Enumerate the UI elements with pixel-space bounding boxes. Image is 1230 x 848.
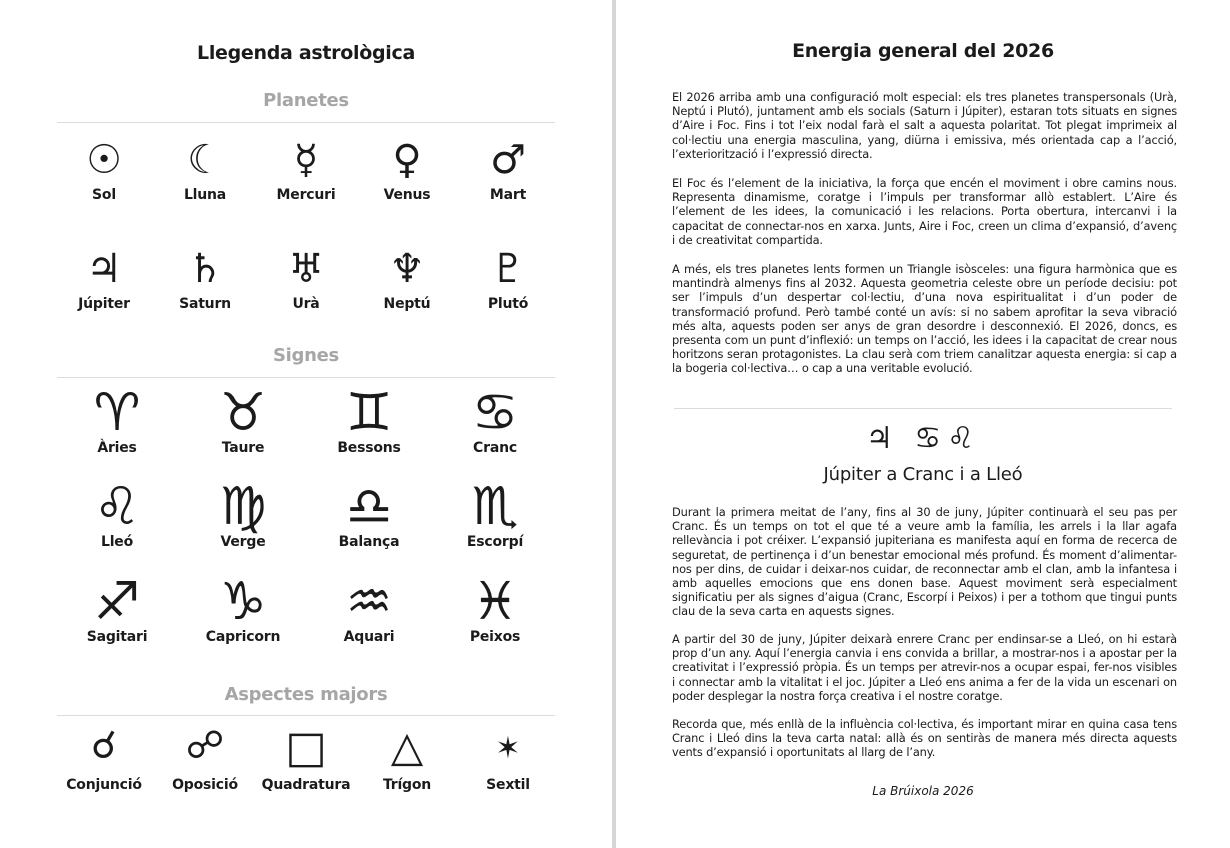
sagittarius-icon: ♐ — [93, 572, 141, 632]
jupiter-section-title: Júpiter a Cranc i a Lleó — [823, 464, 1023, 485]
planet-label: Urà — [292, 296, 320, 312]
sextile-icon: ✶ — [495, 731, 521, 766]
section-divider — [674, 408, 1172, 409]
planets-divider — [57, 122, 555, 123]
planet-label: Lluna — [183, 187, 227, 203]
sun-icon: ☉ — [86, 137, 122, 183]
sign-cancer — [435, 383, 555, 456]
sign-label: Taure — [221, 440, 265, 456]
jupiter-paragraph-2: A partir del 30 de juny, Júpiter deixarà enrere Cranc per endinsar-se a Lleó, on hi estarà prop d’un any. Aquí l’energia canvia i ens convida a brillar, a mostrar-nos i a apostar per la creativitat i l’expressió pròpia. És un temps per atrevir-nos a ocupar espai, fer-nos visibles i connectar amb la vitalitat i el joc. Júpiter a Lleó ens anima a fer de la vida un escenari on poder desplegar la nostra força creativa i el nostre coratge. — [672, 632, 1177, 703]
energy-paragraph-2: El Foc és l’element de la iniciativa, la força que encén el moviment i obre camins nous. Representa dinamisme, coratge i l’impuls per transformar allò establert. L’Aire és l’element de les idees, la comunicació i les relacions. Porta obertura, intercanvi i la capacitat de connectar-nos en xarxa. Junts, Aire i Foc, creen un clima d’expansió, d’avenç i de creativitat compartida. — [672, 176, 1177, 247]
sign-aquarius — [309, 572, 429, 645]
square-icon: □ — [285, 722, 327, 773]
planet-label: Saturn — [179, 296, 231, 312]
page-footer: La Brúixola 2026 — [872, 784, 974, 798]
sign-label: Àries — [97, 440, 137, 456]
planet-mars — [448, 137, 568, 203]
trine-icon: △ — [390, 722, 424, 771]
sign-label: Cranc — [473, 440, 517, 456]
planet-label: Neptú — [383, 296, 431, 312]
legend-title: Llegenda astrològica — [197, 42, 415, 64]
sign-label: Lleó — [100, 534, 134, 550]
sign-aries — [57, 383, 177, 456]
sign-capricorn — [183, 572, 303, 645]
aspect-label: Quadratura — [261, 777, 351, 793]
planet-label: Venus — [383, 187, 431, 203]
sign-label: Bessons — [337, 440, 401, 456]
aspect-label: Trígon — [382, 777, 432, 793]
right-page — [616, 0, 1230, 848]
planet-label: Sol — [92, 187, 116, 203]
planet-label: Mercuri — [276, 187, 336, 203]
jupiter-cancer-leo-icon: ♃ ♋♌ — [865, 421, 981, 456]
opposition-icon: ☍ — [185, 723, 225, 767]
sign-label: Sagitari — [86, 629, 148, 645]
moon-icon: ☾ — [187, 137, 223, 183]
sign-label: Aquari — [343, 629, 395, 645]
taurus-icon: ♉ — [219, 383, 267, 443]
jupiter-paragraph-3: Recorda que, més enllà de la influència col·lectiva, és important mirar en quina casa tens Cranc i Lleó dins la teva carta natal: allà és on sentiràs de manera més directa aquests vents d’expansió i oportunitats al llarg de l’any. — [672, 717, 1177, 760]
sign-label: Peixos — [469, 629, 521, 645]
jupiter-paragraph-1: Durant la primera meitat de l’any, fins al 30 de juny, Júpiter continuarà el seu pas per Cranc. És un temps on tot el que té a veure amb la família, les arrels i la llar agafa rellevància i pot créixer. L’expansió jupiteriana es manifesta aquí en forma de recerca de seguretat, de pertinença i d’un benestar emocional més profund. És moment d’alimentar-nos per dins, de cuidar i deixar-nos cuidar, de reconnectar amb el clan, amb la infantesa i amb aquelles emocions que ens donen base. Aquest moviment serà especialment significatiu per als signes d’aigua (Cranc, Escorpí i Peixos) i per a tothom que tingui punts clau de la seva carta en aquests signes. — [672, 505, 1177, 619]
sign-gemini — [309, 383, 429, 456]
cancer-icon: ♋ — [471, 383, 519, 443]
energy-title: Energia general del 2026 — [792, 40, 1054, 62]
aspects-divider — [57, 715, 555, 716]
sign-label: Escorpí — [466, 534, 524, 550]
sign-label: Balança — [338, 534, 400, 550]
planet-label: Mart — [489, 187, 527, 203]
mars-icon: ♂ — [490, 137, 526, 183]
planet-pluto — [448, 246, 568, 312]
signs-divider — [57, 377, 555, 378]
jupiter-icon: ♃ — [86, 246, 122, 292]
aspects-heading: Aspectes majors — [224, 684, 388, 705]
pluto-icon: ♇ — [490, 246, 526, 292]
energy-paragraph-3: A més, els tres planetes lents formen un Triangle isòsceles: una figura harmònica que es mantindrà almenys fins al 2032. Aquesta geometria celeste obre un període decisiu: pot ser l’impuls d’un despertar col·lectiu, d’una nova espiritualitat i d’un poder de transformació profund. Però també conté un avís: si no sabem aprofitar la seva vibració més alta, aquests poden ser anys de gran desordre i desconnexió. El 2026, doncs, es presenta com un punt d’inflexió: un temps on l’acció, les idees i la capacitat de crear nous horitzons seran protagonistes. La clau serà com triem canalitzar aquesta energia: si cap a la bogeria col·lectiva… o cap a una veritable evolució. — [672, 262, 1177, 376]
virgo-icon: ♍ — [219, 477, 267, 537]
venus-icon: ♀ — [392, 137, 422, 183]
aspect-label: Oposició — [172, 777, 238, 793]
sign-taurus — [183, 383, 303, 456]
sign-pisces — [435, 572, 555, 645]
aspect-sextile — [448, 726, 568, 793]
planet-label: Plutó — [487, 296, 529, 312]
pisces-icon: ♓ — [471, 572, 519, 632]
sign-label: Capricorn — [205, 629, 281, 645]
saturn-icon: ♄ — [187, 246, 223, 292]
mercury-icon: ☿ — [293, 137, 319, 183]
aquarius-icon: ♒ — [345, 572, 393, 632]
aspect-label: Conjunció — [66, 777, 142, 793]
sign-leo — [57, 477, 177, 550]
capricorn-icon: ♑ — [219, 572, 267, 632]
planets-heading: Planetes — [263, 90, 349, 111]
aries-icon: ♈ — [93, 383, 141, 443]
aspect-label: Sextil — [486, 777, 530, 793]
planet-label: Júpiter — [78, 296, 130, 312]
libra-icon: ♎ — [345, 477, 393, 537]
sign-libra — [309, 477, 429, 550]
energy-paragraph-1: El 2026 arriba amb una configuració molt especial: els tres planetes transpersonals (Urà, Neptú i Plutó), juntament amb els socials (Saturn i Júpiter), estaran tots situats en signes d’Aire i Foc. Fins i tot l’eix nodal farà el salt a aquesta polaritat. Tot plegat imprimeix al col·lectiu una energia masculina, yang, diürna i emissiva, més orientada cap a l’acció, l’exteriorització i l’expressió directa. — [672, 90, 1177, 161]
sign-scorpio — [435, 477, 555, 550]
sign-label: Verge — [220, 534, 266, 550]
scorpio-icon: ♏ — [471, 477, 519, 537]
neptune-icon: ♆ — [389, 246, 425, 292]
left-page — [0, 0, 612, 848]
conjunction-icon: ☌ — [91, 723, 117, 767]
sign-virgo — [183, 477, 303, 550]
sign-sagittarius — [57, 572, 177, 645]
leo-icon: ♌ — [93, 477, 141, 537]
uranus-icon: ♅ — [288, 246, 324, 292]
signs-heading: Signes — [273, 345, 339, 366]
gemini-icon: ♊ — [345, 383, 393, 443]
